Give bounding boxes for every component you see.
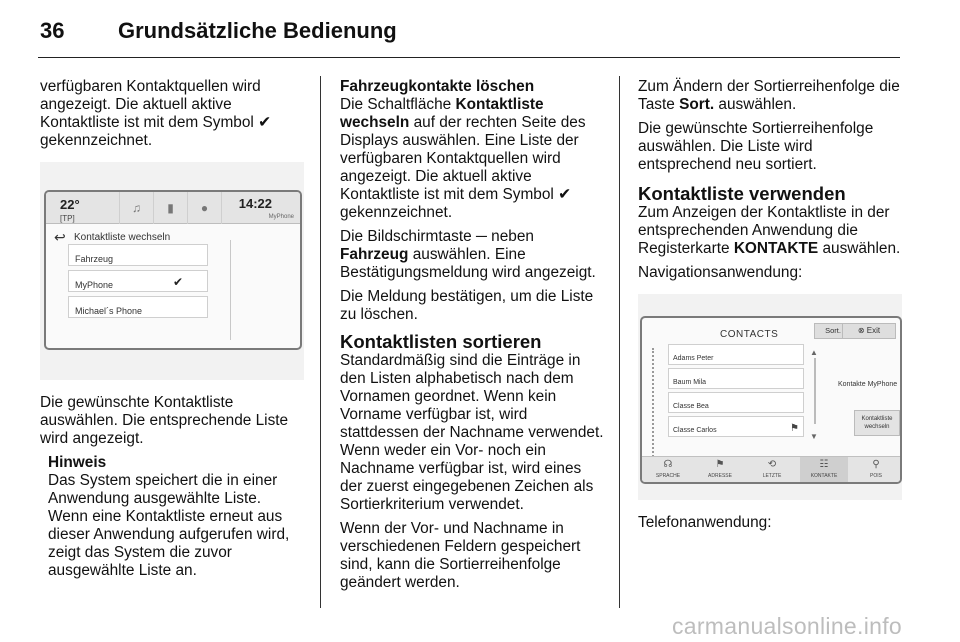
carrier-name: MyPhone: [268, 214, 294, 220]
list-item[interactable]: Fahrzeug: [68, 244, 208, 266]
nav-kontakte[interactable]: ☷ KONTAKTE: [800, 457, 848, 483]
scroll-down-icon[interactable]: ▼: [810, 432, 818, 441]
music-icon: ♫: [120, 192, 154, 224]
contact-row[interactable]: Adams Peter: [668, 344, 804, 365]
flag-icon: ⚑: [715, 459, 725, 470]
note-text: Das System speichert die in einer Anwendung ausgewählte Liste. Wenn eine Kontaktliste erneut aus dieser Anwendung aufgerufen wird, zeigt das System die zuvor ausgewählte Liste an.: [48, 472, 290, 579]
heading-kontaktliste-verwenden: Kontaktliste verwenden: [638, 183, 846, 204]
col3-paragraph-5: Telefonanwendung:: [638, 514, 772, 531]
screen-heading: Kontaktliste wechseln: [74, 232, 171, 243]
panel-divider: [230, 240, 231, 340]
column-1: [40, 78, 304, 580]
infotainment-screen: [44, 190, 302, 350]
nav-sprache[interactable]: ☊ SPRACHE: [644, 457, 692, 483]
contact-row[interactable]: Classe Bea: [668, 392, 804, 413]
col3-paragraph-2: Die gewünschte Sortierreihenfolge auswählen. Die Liste wird entsprechend neu sortiert.: [638, 120, 874, 173]
flag-icon[interactable]: ⚑: [790, 423, 799, 434]
nav-pois[interactable]: ⚲ POIS: [852, 457, 900, 483]
col2-paragraph-3: Die Meldung bestätigen, um die Liste zu löschen.: [340, 288, 594, 323]
list-item[interactable]: Michael´s Phone: [68, 296, 208, 318]
header-rule: [38, 57, 900, 58]
note-title: Hinweis: [48, 454, 107, 471]
contacts-title: CONTACTS: [720, 329, 779, 340]
heading-sortieren: Kontaktlisten sortieren: [340, 331, 542, 352]
nav-letzte[interactable]: ⟲ LETZTE: [748, 457, 796, 483]
contacts-icon: ☷: [819, 459, 829, 470]
poi-icon: ⚲: [872, 459, 880, 470]
column-2: [340, 78, 604, 598]
watermark: carmanualsonline.info: [671, 613, 902, 639]
sort-button[interactable]: Sort.: [814, 323, 852, 339]
voice-icon: ☊: [663, 459, 673, 470]
recent-icon: ⟲: [767, 459, 777, 470]
list-item[interactable]: MyPhone ✔: [68, 270, 208, 292]
contacts-source-label: Kontakte MyPhone: [838, 381, 898, 388]
nav-adresse[interactable]: ⚑ ADRESSE: [696, 457, 744, 483]
circle-icon: ●: [188, 192, 222, 224]
col2-paragraph-5: Wenn der Vor- und Nachname in verschiedenen Feldern gespeichert sind, kann die Sortierreihenfolge geändert werden.: [340, 520, 581, 591]
scroll-up-icon[interactable]: ▲: [810, 348, 818, 357]
checkmark-icon: ✔: [172, 275, 183, 289]
col2-paragraph-2: Die Bildschirmtaste ─ neben Fahrzeug auswählen. Eine Bestätigungsmeldung wird angezeigt.: [340, 228, 596, 281]
bottom-nav: [642, 456, 900, 482]
column-divider-1: [320, 76, 321, 608]
alphabet-scroll-bar[interactable]: [652, 348, 660, 472]
clock: 14:22: [238, 196, 272, 211]
column-3: [638, 78, 902, 538]
col3-paragraph-4: Navigationsanwendung:: [638, 264, 803, 281]
tp-indicator: [TP]: [60, 214, 75, 223]
page-title: Grundsätzliche Bedienung: [118, 18, 397, 43]
col3-paragraph-3: Zum Anzeigen der Kontaktliste in der entsprechenden Anwendung die Registerkarte KONTAKTE auswählen.: [638, 204, 901, 257]
column-divider-2: [619, 76, 620, 608]
col3-paragraph-1: Zum Ändern der Sortierreihenfolge die Taste Sort. auswählen.: [638, 78, 900, 113]
figure-contacts-navigation: [638, 294, 902, 500]
page-header: [40, 18, 397, 48]
heading-fahrzeugkontakte: Fahrzeugkontakte löschen: [340, 78, 535, 95]
col1-paragraph-2: Die gewünschte Kontaktliste auswählen. Die entsprechende Liste wird angezeigt.: [40, 394, 289, 447]
kontaktliste-wechseln-button[interactable]: Kontaktliste wechseln: [854, 410, 900, 436]
col2-paragraph-4: Standardmäßig sind die Einträge in den Listen alphabetisch nach dem Vornamen geordnet. Wenn kein Vorname verfügbar ist, wird stattdessen der Nachname verwendet. Wenn weder ein Vor- noch ein Nachname verfügbar ist, wird eines der zuerst eingegebenen Zeichen als Sortierkriterium verwendet.: [340, 352, 604, 513]
back-arrow-icon[interactable]: ↩: [54, 229, 66, 245]
temperature: 22°: [60, 197, 80, 212]
exit-button[interactable]: ⊗ Exit: [842, 323, 896, 339]
page-number: 36: [40, 18, 65, 43]
status-bar: [46, 192, 300, 224]
contact-row[interactable]: Baum Mila: [668, 368, 804, 389]
figure-kontaktliste-wechseln: [40, 162, 304, 380]
contact-row[interactable]: Classe Carlos ⚑: [668, 416, 804, 437]
contacts-screen: [640, 316, 902, 484]
col1-paragraph-1: verfügbaren Kontaktquellen wird angezeigt. Die aktuell aktive Kontaktliste ist mit dem Symbol ✔ gekennzeichnet.: [40, 78, 272, 149]
col2-paragraph-1: Die Schaltfläche Kontaktliste wechseln auf der rechten Seite des Displays auswählen. Eine Liste der verfügbaren Kontaktquellen wird angezeigt. Die aktuell aktive Kontaktliste ist mit dem Symbol ✔ gekennzeichnet.: [340, 96, 586, 221]
phone-icon: ▮: [154, 192, 188, 224]
note: [40, 454, 304, 580]
scrollbar[interactable]: [814, 358, 816, 424]
